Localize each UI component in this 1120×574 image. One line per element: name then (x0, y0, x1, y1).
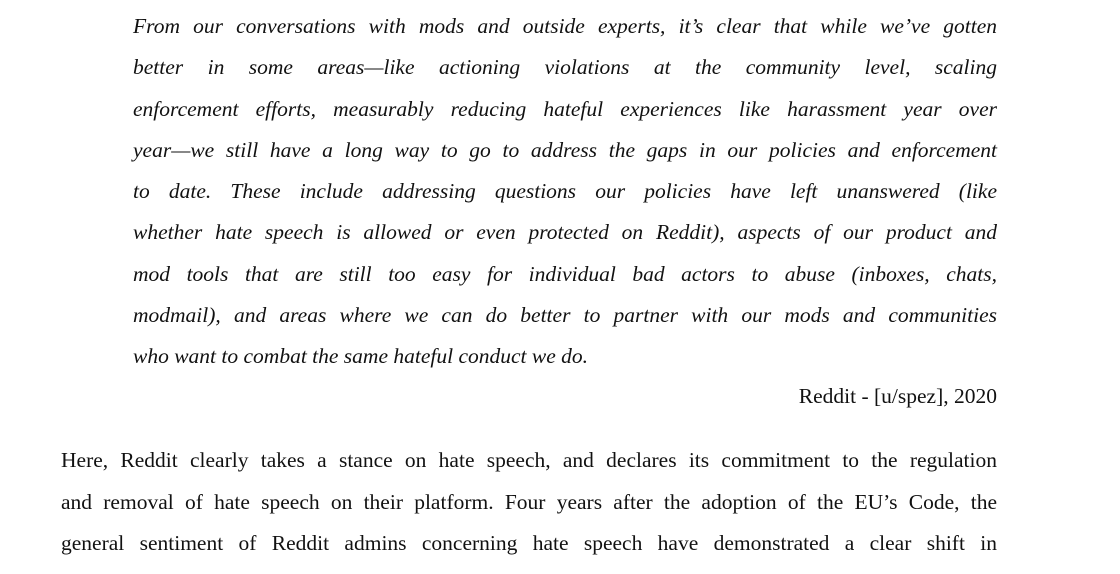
quote-line: From our conversations with mods and outside experts, it’s clear that while we’ve gotten (133, 14, 997, 38)
paragraph-line: general sentiment of Reddit admins concerning hate speech have demonstrated a clear shift in (61, 531, 997, 555)
quote-attribution: Reddit - [u/spez], 2020 (798, 384, 997, 408)
quote-line: enforcement efforts, measurably reducing hateful experiences like harassment year over (133, 96, 997, 121)
quote-line: to date. These include addressing questions our policies have left unanswered (like (133, 179, 997, 204)
quote-line: modmail), and areas where we can do better to partner with our mods and communities (133, 303, 997, 328)
quote-line: better in some areas—like actioning violations at the community level, scaling (133, 55, 997, 80)
block-quote (133, 6, 997, 378)
quote-line: year—we still have a long way to go to address the gaps in our policies and enforcement (133, 137, 997, 162)
quote-line: who want to combat the same hateful conduct we do. (133, 344, 589, 369)
quote-line: mod tools that are still too easy for individual bad actors to abuse (inboxes, chats, (133, 261, 997, 286)
paragraph-line: and removal of hate speech on their platform. Four years after the adoption of the EU’s Code, the (61, 489, 997, 514)
body-paragraph (61, 440, 997, 565)
quote-line: whether hate speech is allowed or even protected on Reddit), aspects of our product and (133, 220, 997, 245)
paragraph-line: Here, Reddit clearly takes a stance on hate speech, and declares its commitment to the regulation (61, 448, 997, 472)
